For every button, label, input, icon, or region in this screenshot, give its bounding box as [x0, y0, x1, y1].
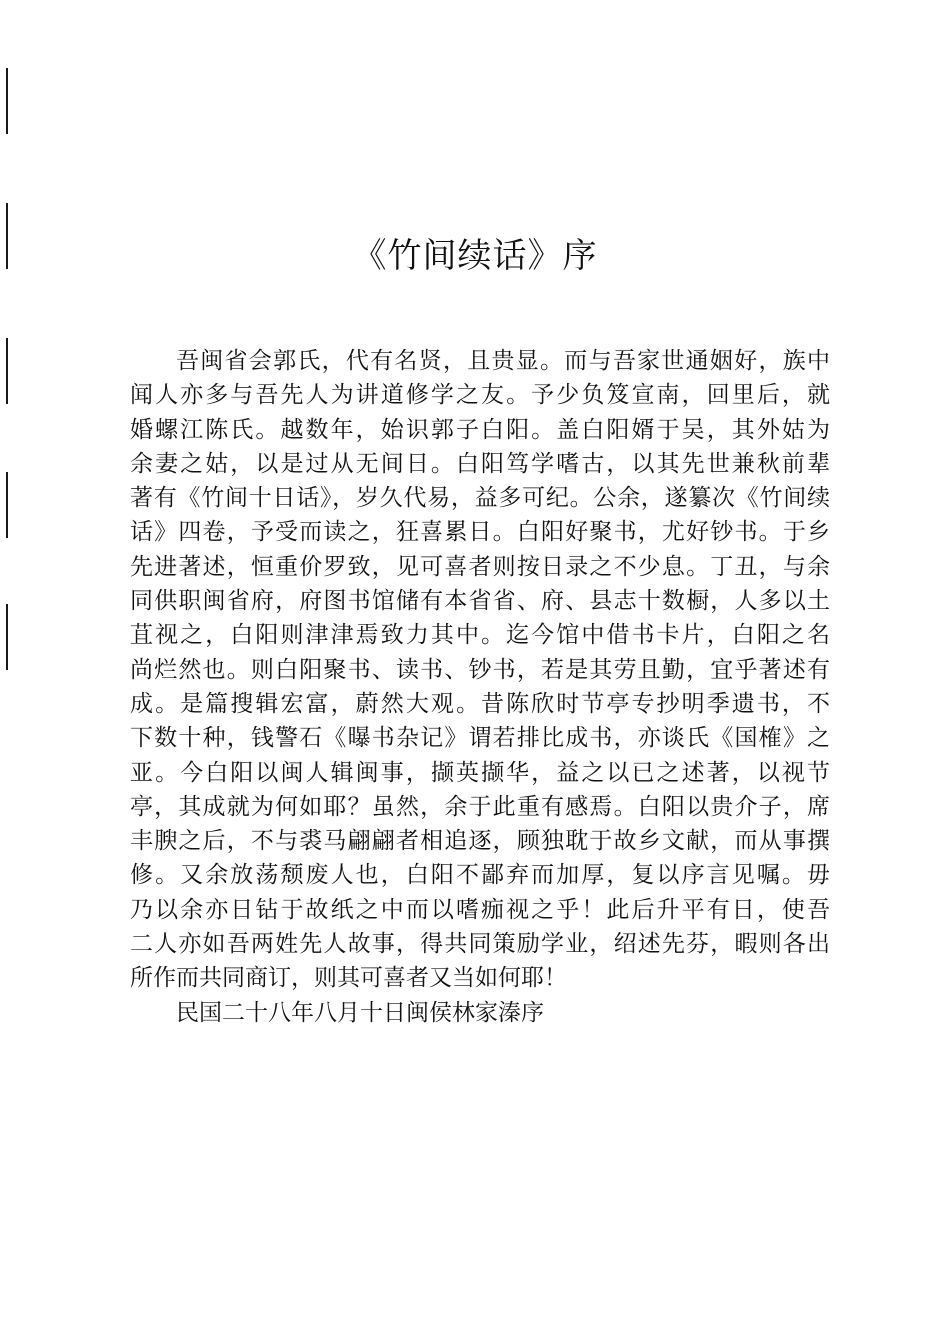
- text-line: 修。又余放荡颓废人也，白阳不鄙弃而加厚，复以序言见嘱。毋: [130, 862, 830, 889]
- text-line: 亚。今白阳以闽人辑闽事，撷英撷华，益之以已之述著，以视节: [130, 759, 830, 786]
- text-line: 成。是篇搜辑宏富，蔚然大观。昔陈欣时节亭专抄明季遗书，不: [130, 690, 830, 717]
- text-line: 丰腴之后，不与裘马翩翩者相追逐，顾独耽于故乡文献，而从事撰: [130, 828, 830, 855]
- scan-edge-mark-4: [6, 472, 8, 538]
- scan-edge-mark-1: [6, 68, 8, 134]
- text-line: 话》四卷，予受而读之，狂喜累日。白阳好聚书，尤好钞书。于乡: [130, 519, 830, 546]
- text-line: 闻人亦多与吾先人为讲道修学之友。予少负笈宣南，回里后，就: [130, 382, 830, 409]
- text-line: 婚螺江陈氏。越数年，始识郭子白阳。盖白阳婿于吴，其外姑为: [130, 416, 830, 443]
- text-line: 乃以余亦日钻于故纸之中而以嗜痂视之乎！此后升平有日，使吾: [130, 896, 830, 923]
- text-line: 所作而共同商订，则其可喜者又当如何耶！: [130, 965, 567, 992]
- text-line: 亭，其成就为何如耶？虽然，余于此重有感焉。白阳以贵介子，席: [130, 793, 830, 820]
- text-line: 先进著述，恒重价罗致，见可喜者则按日录之不少息。丁丑，与余: [130, 553, 830, 580]
- page-title: 《竹间续话》序: [352, 236, 598, 276]
- text-line: 尚烂然也。则白阳聚书、读书、钞书，若是其劳且勤，宜乎著述有: [130, 656, 830, 683]
- text-line: 余妻之姑，以是过从无间日。白阳笃学嗜古，以其先世兼秋前辈: [130, 450, 830, 477]
- scan-edge-mark-5: [6, 604, 8, 670]
- text-line: 下数十种，钱警石《曝书杂记》谓若排比成书，亦谈氏《国榷》之: [130, 725, 830, 752]
- text-line: 苴视之，白阳则津津焉致力其中。迄今馆中借书卡片，白阳之名: [130, 622, 830, 649]
- signature-line: 民国二十八年八月十日闽侯林家溱序: [176, 999, 544, 1026]
- preface-body: [130, 344, 830, 1030]
- scan-edge-mark-3: [6, 338, 8, 404]
- text-line: 吾闽省会郭氏，代有名贤，且贵显。而与吾家世通姻好，族中: [176, 348, 830, 374]
- text-line: 二人亦如吾两姓先人故事，得共同策励学业，绍述先芬，暇则各出: [130, 931, 830, 958]
- text-line: 著有《竹间十日话》，岁久代易，益多可纪。公余，遂纂次《竹间续: [130, 485, 830, 512]
- text-line: 同供职闽省府，府图书馆储有本省省、府、县志十数橱，人多以土: [130, 588, 830, 615]
